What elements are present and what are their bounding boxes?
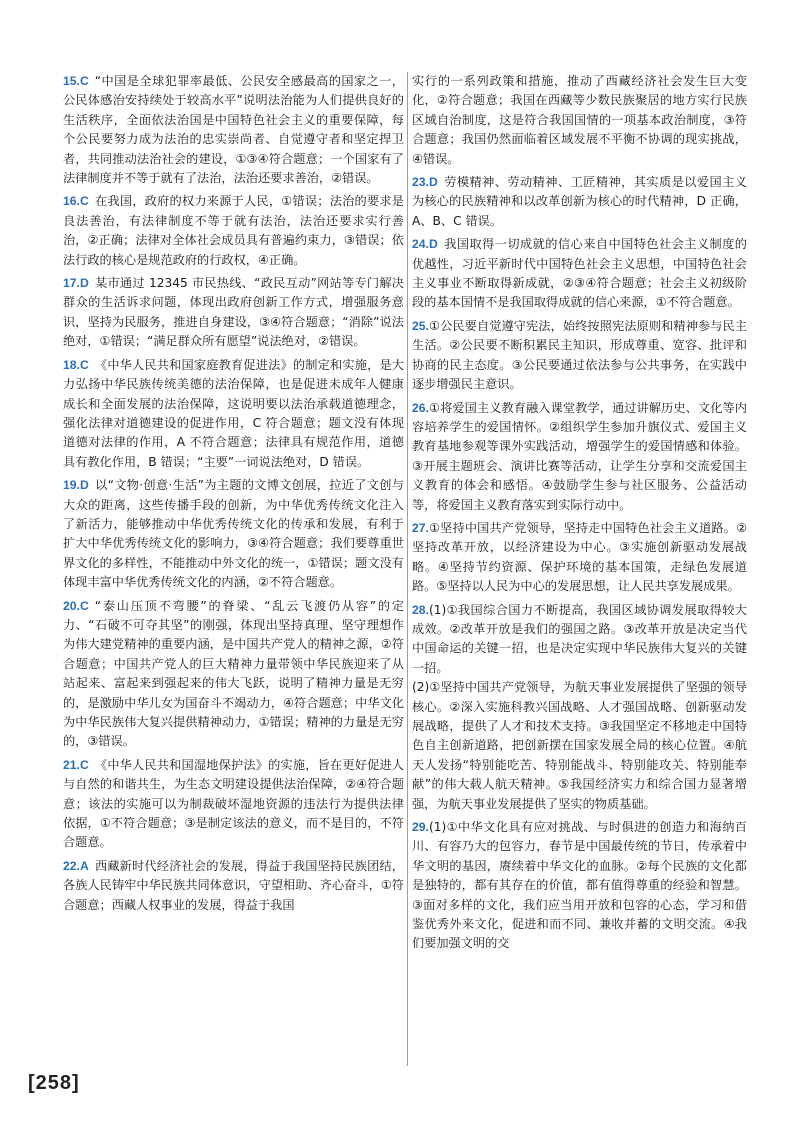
explanation-text: 《中华人民共和国家庭教育促进法》的制定和实施，是大力弘扬中华民族传统美德的法治保障，也是促进未成年人健康成长和全面发展的法治保障，这说明要以法治承载道德理念，强化法律对道德建设的促进作用，C 符合题意；题文没有体现道德对法律的作用，A 不符合题意；法律具有规范作用，道德具有教化作用，B 错误；“主要”一词说法绝对，D 错误。	[63, 357, 404, 469]
answer-choice: D	[79, 478, 89, 493]
answer-item	[412, 399, 747, 515]
answer-item	[63, 857, 404, 915]
explanation-text: ①将爱国主义教育融入课堂教学，通过讲解历史、文化等内容培养学生的爱国情怀。②组织学生参加升旗仪式、爱国主义教育基地参观等课外实践活动，增强学生的爱国情感和体验。③开展主题班会、演讲比赛等活动，让学生分享和交流爱国主义教育的体会和感悟。④鼓励学生参与社区服务、公益活动等，将爱国主义教育落实到实际行动中。	[412, 400, 747, 512]
explanation-text: 我国取得一切成就的信心来自中国特色社会主义制度的优越性，习近平新时代中国特色社会主义思想，中国特色社会主义事业不断取得新成就，②③④符合题意；社会主义初级阶段的基本国情不是我国取得成就的信心来源，①不符合题意。	[412, 237, 747, 310]
question-number: 21.	[63, 757, 80, 772]
answer-choice: D	[428, 175, 438, 190]
answer-choice: C	[79, 194, 89, 209]
question-number: 29.	[412, 820, 429, 835]
answer-item	[412, 818, 747, 954]
answer-choice: C	[79, 598, 89, 613]
answer-choice: C	[79, 74, 89, 88]
explanation-text: 某市通过 12345 市民热线、“政民互动”网站等专门解决群众的生活诉求问题，体现出政府创新工作方式，增强服务意识，坚持为民服务，推进自身建设，③④符合题意；“消除”说法绝对，①错误；“满足群众所有愿望”说法绝对，②错误。	[63, 276, 404, 349]
answer-choice: A	[79, 858, 89, 873]
explanation-text: 劳模精神、劳动精神、工匠精神，其实质是以爱国主义为核心的民族精神和以改革创新为核心的时代精神，D 正确，A、B、C 错误。	[412, 175, 747, 228]
page-number: [258]	[28, 1072, 80, 1094]
question-number: 17.	[63, 276, 80, 291]
answer-item	[412, 72, 747, 169]
answer-choice: C	[79, 757, 89, 772]
question-number: 15.	[63, 74, 80, 88]
answer-choice: C	[79, 357, 89, 372]
answer-item	[63, 72, 404, 188]
question-number: 25.	[412, 318, 429, 333]
explanation-text: 《中华人民共和国湿地保护法》的实施，旨在更好促进人与自然的和谐共生，为生态文明建设提供法治保障，②④符合题意；该法的实施可以为制裁破坏湿地资源的违法行为提供法律依据，①不符合题意；③是制定该法的意义，而不是目的，不符合题意。	[63, 757, 404, 850]
answer-item	[63, 192, 404, 270]
explanation-text: (2)①坚持中国共产党领导，为航天事业发展提供了坚强的领导核心。②深入实施科教兴国战略、人才强国战略、创新驱动发展战略，提供了人才和技术支持。③我国坚定不移地走中国特色自主创新道路，把创新摆在国家发展全局的核心位置。④航天人发扬“特别能吃苦、特别能战斗、特别能攻关、特别能奉献”的伟大载人航天精神。⑤我国经济实力和综合国力显著增强，为航天事业发展提供了坚实的物质基础。	[412, 680, 747, 811]
explanation-text: 在我国，政府的权力来源于人民，①错误；法治的要求是良法善治，有法律制度不等于就有法治，法治还要求实行善治，②正确；法律对全体社会成员具有普遍约束力，③错误；依法行政的核心是规范政府的行政权，④正确。	[63, 194, 404, 267]
answer-item	[412, 519, 747, 597]
explanation-text: ①坚持中国共产党领导，坚持走中国特色社会主义道路。②坚持改革开放，以经济建设为中心。③实施创新驱动发展战略。④坚持节约资源、保护环境的基本国策，走绿色发展道路。⑤坚持以人民为中心的发展思想，让人民共享发展成果。	[412, 520, 747, 594]
question-number: 27.	[412, 520, 429, 535]
explanation-text: “中国是全球犯罪率最低、公民安全感最高的国家之一，公民体感治安持续处于较高水平”说明法治能为人们提供良好的生活秩序，全面依法治国是中国特色社会主义的重要保障，每个公民要努力成为法治的忠实崇尚者、自觉遵守者和坚定捍卫者，共同推动法治社会的建设，①③④符合题意；一个国家有了法律制度并不等于就有了法治，法治还要求善治，②错误。	[63, 74, 404, 186]
answer-item	[63, 274, 404, 352]
answer-item	[63, 476, 404, 592]
question-number: 18.	[63, 357, 80, 372]
question-number: 16.	[63, 194, 80, 209]
right-column	[412, 72, 747, 958]
question-number: 23.	[412, 175, 429, 190]
explanation-text: (1)①中华文化具有应对挑战、与时俱进的创造力和海纳百川、有容乃大的包容力，春节是中国最传统的节日，传承着中华文明的基因，赓续着中华文化的血脉。②每个民族的文化都是独特的，都有其存在的价值，都有值得尊重的经验和智慧。③面对多样的文化，我们应当用开放和包容的心态，学习和借鉴优秀外来文化，促进和而不同、兼收并蓄的文明交流。④我们要加强文明的交	[412, 820, 747, 951]
answer-item	[412, 317, 747, 395]
question-number: 26.	[412, 400, 429, 415]
explanation-text: ①公民要自觉遵守宪法，始终按照宪法原则和精神参与民主生活。②公民要不断积累民主知识，形成尊重、宽容、批评和协商的民主态度。③公民要通过依法参与公共事务，在实践中逐步增强民主意识。	[412, 318, 747, 392]
answer-item	[412, 235, 747, 313]
explanation-text: (1)①我国综合国力不断提高，我国区域协调发展取得较大成效。②改革开放是我们的强国之路。③改革开放是决定当代中国命运的关键一招，也是决定实现中华民族伟大复兴的关键一招。	[412, 602, 747, 675]
explanation-text: “泰山压顶不弯腰”的脊梁、“乱云飞渡仍从容”的定力、“石破不可夺其坚”的刚强，体现出坚持真理、坚守理想作为伟大建党精神的重要内涵，是中国共产党人的精神之源，②符合题意；中国共产党人的巨大精神力量带领中华民族迎来了从站起来、富起来到强起来的伟大飞跃，说明了精神力量是无穷的，是激励中华儿女为国奋斗不竭动力，④符合题意；中华文化为中华民族伟大复兴提供精神动力，①错误；精神的力量是无穷的，③错误。	[63, 598, 404, 749]
question-number: 28.	[412, 602, 429, 617]
answer-choice: D	[79, 276, 89, 291]
left-column	[63, 72, 404, 919]
explanation-text: 西藏新时代经济社会的发展，得益于我国坚持民族团结，各族人民铸牢中华民族共同体意识，守望相助、齐心奋斗，①符合题意；西藏人权事业的发展，得益于我国	[63, 858, 404, 912]
question-number: 22.	[63, 858, 80, 873]
answer-item	[412, 173, 747, 231]
answer-item	[63, 356, 404, 472]
explanation-text: 实行的一系列政策和措施，推动了西藏经济社会发生巨大变化，②符合题意；我国在西藏等少数民族聚居的地方实行民族区域自治制度，这是符合我国国情的一项基本政治制度，③符合题意；我国仍然面临着区域发展不平衡不协调的现实挑战，④错误。	[412, 74, 747, 166]
question-number: 19.	[63, 478, 80, 493]
answer-item	[412, 601, 747, 814]
column-divider	[407, 72, 408, 1066]
question-number: 24.	[412, 237, 429, 252]
answer-item	[63, 597, 404, 752]
answer-choice: D	[428, 237, 438, 252]
answer-item	[63, 756, 404, 853]
explanation-text: 以“文物·创意·生活”为主题的文博文创展，拉近了文创与大众的距离，这些传播手段的创新，为中华优秀传统文化注入了新活力，能够推动中华优秀传统文化的传承和发展，有利于扩大中华优秀传统文化的影响力，③④符合题意；我们要尊重世界文化的多样性，不能推动中外文化的统一，①错误；题文没有体现丰富中华优秀传统文化的内涵，②不符合题意。	[63, 478, 404, 590]
question-number: 20.	[63, 598, 80, 613]
